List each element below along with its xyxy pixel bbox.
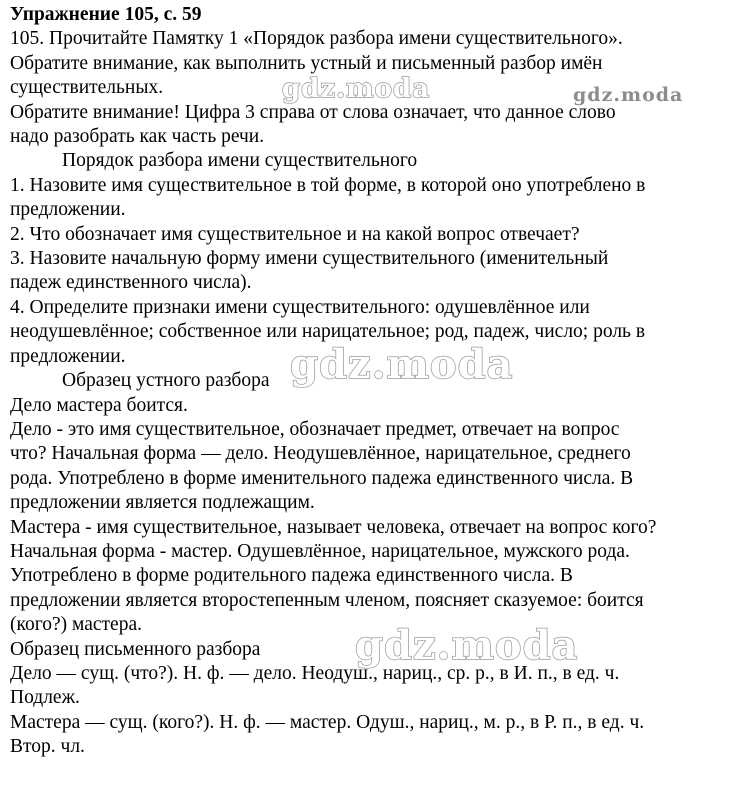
order-line: 2. Что обозначает имя существительное и на какой вопрос отвечает? <box>10 223 580 245</box>
oral-line: что? Начальная форма — дело. Неодушевлённое, нарицательное, среднего <box>10 443 631 465</box>
watermark: gdz.moda <box>282 74 431 104</box>
oral-line: Дело - это имя существительное, обозначает предмет, отвечает на вопрос <box>10 418 620 440</box>
order-line: падеж единственного числа). <box>10 272 252 294</box>
watermark: gdz.moda <box>290 341 514 388</box>
oral-line: рода. Употреблено в форме именительного падежа единственного числа. В <box>10 467 634 489</box>
written-line: Мастера — сущ. (кого?). Н. ф. — мастер. Одуш., нариц., м. р., в Р. п., в ед. ч. <box>10 711 645 733</box>
task-line: существительных. <box>10 77 164 99</box>
oral-line: Начальная форма - мастер. Одушевлённое, нарицательное, мужского рода. <box>10 540 630 562</box>
oral-line: Мастера - имя существительное, называет человека, отвечает на вопрос кого? <box>10 516 657 538</box>
task-line: 105. Прочитайте Памятку 1 «Порядок разбора имени существительного». <box>10 28 623 50</box>
watermark: gdz.moda <box>355 622 579 669</box>
written-line: Втор. чл. <box>10 736 85 758</box>
order-line: 3. Назовите начальную форму имени существительного (именительный <box>10 248 609 270</box>
order-line: неодушевлённое; собственное или нарицательное; род, падеж, число; роль в <box>10 321 646 343</box>
written-line: Дело — сущ. (что?). Н. ф. — дело. Неодуш., нариц., ср. р., в И. п., в ед. ч. <box>10 662 620 684</box>
exercise-title: Упражнение 105, с. 59 <box>10 4 202 25</box>
task-line: Обратите внимание! Цифра 3 справа от слова означает, что данное слово <box>10 101 616 123</box>
oral-line: Дело мастера боится. <box>10 394 188 416</box>
oral-sample <box>10 394 730 638</box>
order-heading: Порядок разбора имени существительного <box>62 150 418 172</box>
order-line: предложении. <box>10 199 126 221</box>
order-line: 4. Определите признаки имени существительного: одушевлённое или <box>10 296 590 318</box>
oral-line: предложении является подлежащим. <box>10 492 315 514</box>
task-line: Обратите внимание, как выполнить устный и письменный разбор имён <box>10 52 603 74</box>
watermark: gdz.moda <box>573 84 684 106</box>
written-sample <box>10 662 730 760</box>
exercise-document <box>10 3 730 760</box>
oral-line: предложении является второстепенным членом, поясняет сказуемое: боится <box>10 589 644 611</box>
oral-heading: Образец устного разбора <box>62 370 270 392</box>
written-line: Подлеж. <box>10 687 80 709</box>
order-list <box>10 174 730 369</box>
written-heading: Образец письменного разбора <box>10 638 261 660</box>
order-line: 1. Назовите имя существительное в той форме, в которой оно употреблено в <box>10 174 646 196</box>
oral-line: Употреблено в форме родительного падежа единственного числа. В <box>10 565 573 587</box>
task-text <box>10 27 730 149</box>
task-line: надо разобрать как часть речи. <box>10 126 265 148</box>
oral-line: (кого?) мастера. <box>10 614 142 636</box>
order-line: предложении. <box>10 345 126 367</box>
